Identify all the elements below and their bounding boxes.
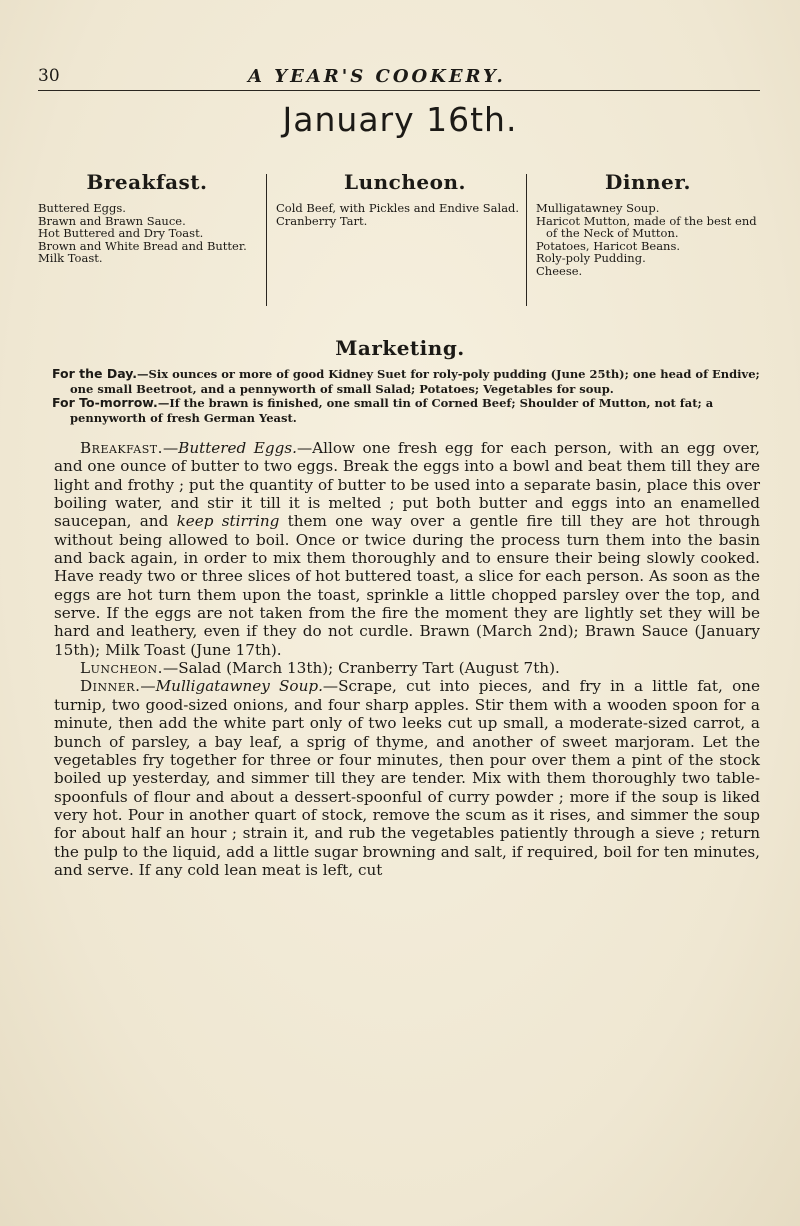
list-item: Haricot Mutton, made of the best end of the Neck of Mutton.: [536, 213, 757, 240]
breakfast-recipe: [54, 439, 760, 659]
list-item: Brawn and Brawn Sauce.: [38, 213, 186, 228]
list-item: Roly-poly Pudding.: [536, 251, 646, 265]
column-divider: [526, 174, 527, 306]
marketing-tomorrow-label: For To-morrow.: [52, 395, 158, 410]
dinner-heading: Dinner.: [605, 170, 691, 194]
list-item: Mulligatawney Soup.: [536, 201, 660, 215]
dinner-recipe-label: Dinner.: [80, 677, 141, 696]
running-head: [38, 66, 758, 90]
luncheon-list: [276, 202, 534, 227]
list-item: Brown and White Bread and Butter.: [38, 238, 247, 253]
breakfast-recipe-text: —Allow one fresh egg for each person, with an egg over, and one ounce of butter to two eggs. Break the eggs into a bowl and beat them till they are light and frothy ; put the quantity of butter to be used into a separate basin, place this over boiling water, and stir it till it is melted ; put both butter and eggs into an enamelled saucepan, and: [54, 439, 761, 531]
dinner-dish: Mulligatawney Soup.: [155, 677, 323, 696]
page-number: 30: [38, 66, 60, 86]
header-rule: [38, 90, 760, 91]
marketing-day: [52, 367, 760, 396]
breakfast-dish: Buttered Eggs.: [178, 439, 297, 457]
list-item: Milk Toast.: [38, 251, 103, 265]
list-item: Hot Buttered and Dry Toast.: [38, 226, 204, 240]
luncheon-recipe-label: Luncheon.: [80, 659, 163, 678]
list-item: Cranberry Tart.: [276, 213, 368, 228]
breakfast-emphasis: keep stirring: [176, 512, 280, 531]
luncheon-recipe: [54, 659, 760, 677]
list-item: Potatoes, Haricot Beans.: [536, 238, 681, 253]
marketing-section: [52, 367, 760, 425]
dinner-list: [536, 202, 760, 277]
menu-table: [38, 170, 760, 310]
dinner-recipe: [54, 677, 760, 879]
marketing-tomorrow-text: —If the brawn is finished, one small tin of Corned Beef; Shoulder of Mutton, not fat; a pennyworth of fresh German Yeast.: [70, 396, 714, 425]
breakfast-list: [38, 202, 256, 265]
marketing-tomorrow: [52, 396, 760, 425]
list-item: Cheese.: [536, 263, 583, 278]
dash: —: [140, 677, 156, 696]
marketing-day-text: —Six ounces or more of good Kidney Suet for roly-poly pudding (June 25th); one head of Endive; one small Beetroot, and a pennyworth of small Salad; Potatoes; Vegetables for soup.: [70, 367, 760, 396]
list-item: Buttered Eggs.: [38, 201, 126, 215]
luncheon-heading: Luncheon.: [344, 170, 466, 194]
list-item: Cold Beef, with Pickles and Endive Salad.: [276, 201, 520, 215]
breakfast-heading: Breakfast.: [86, 170, 208, 194]
dash: —: [162, 439, 179, 457]
luncheon-recipe-text: —Salad (March 13th); Cranberry Tart (August 7th).: [163, 659, 560, 678]
running-title: A YEAR'S COOKERY.: [248, 66, 506, 87]
marketing-day-label: For the Day.: [52, 366, 138, 381]
breakfast-recipe-text-2: them one way over a gentle fire till they are hot through without being allowed to boil. Once or twice during the process turn them into the basin and back again, in order to mix them thoroughly and to ensure their being slowly cooked. Have ready two or three slices of hot buttered toast, a slice for each person. As soon as the eggs are hot turn them upon the toast, sprinkle a little chopped parsley over the top, and serve. If the eggs are not taken from the fire the moment they are lightly set they will be hard and leathery, even if they do not curdle. Brawn (March 2nd); Brawn Sauce (January 15th); Milk Toast (June 17th).: [54, 512, 760, 659]
dinner-column: [536, 170, 760, 277]
date-heading: January 16th.: [282, 100, 518, 139]
marketing-heading: Marketing.: [335, 336, 465, 360]
breakfast-column: [38, 170, 256, 265]
recipe-text: [54, 439, 760, 879]
luncheon-column: [276, 170, 534, 227]
breakfast-recipe-label: Breakfast.: [80, 439, 163, 457]
column-divider: [266, 174, 267, 306]
dinner-recipe-text: —Scrape, cut into pieces, and fry in a little fat, one turnip, two good-sized onions, and four sharp apples. Stir them with a wooden spoon for a minute, then add the white part only of two leeks cut up small, a moderate-sized carrot, a bunch of parsley, a bay leaf, a sprig of thyme, and another of sweet marjoram. Let the vegetables fry together for three or four minutes, then pour over them a pint of the stock boiled up yesterday, and simmer till they are tender. Mix with them thoroughly two table-spoonfuls of flour and about a dessert-spoonful of curry powder ; more if the soup is liked very hot. Pour in another quart of stock, remove the scum as it rises, and simmer the soup for about half an hour ; strain it, and rub the vegetables patiently through a sieve ; return the pulp to the liquid, add a little sugar browning and salt, if required, boil for ten minutes, and serve. If any cold lean meat is left, cut: [54, 677, 760, 879]
